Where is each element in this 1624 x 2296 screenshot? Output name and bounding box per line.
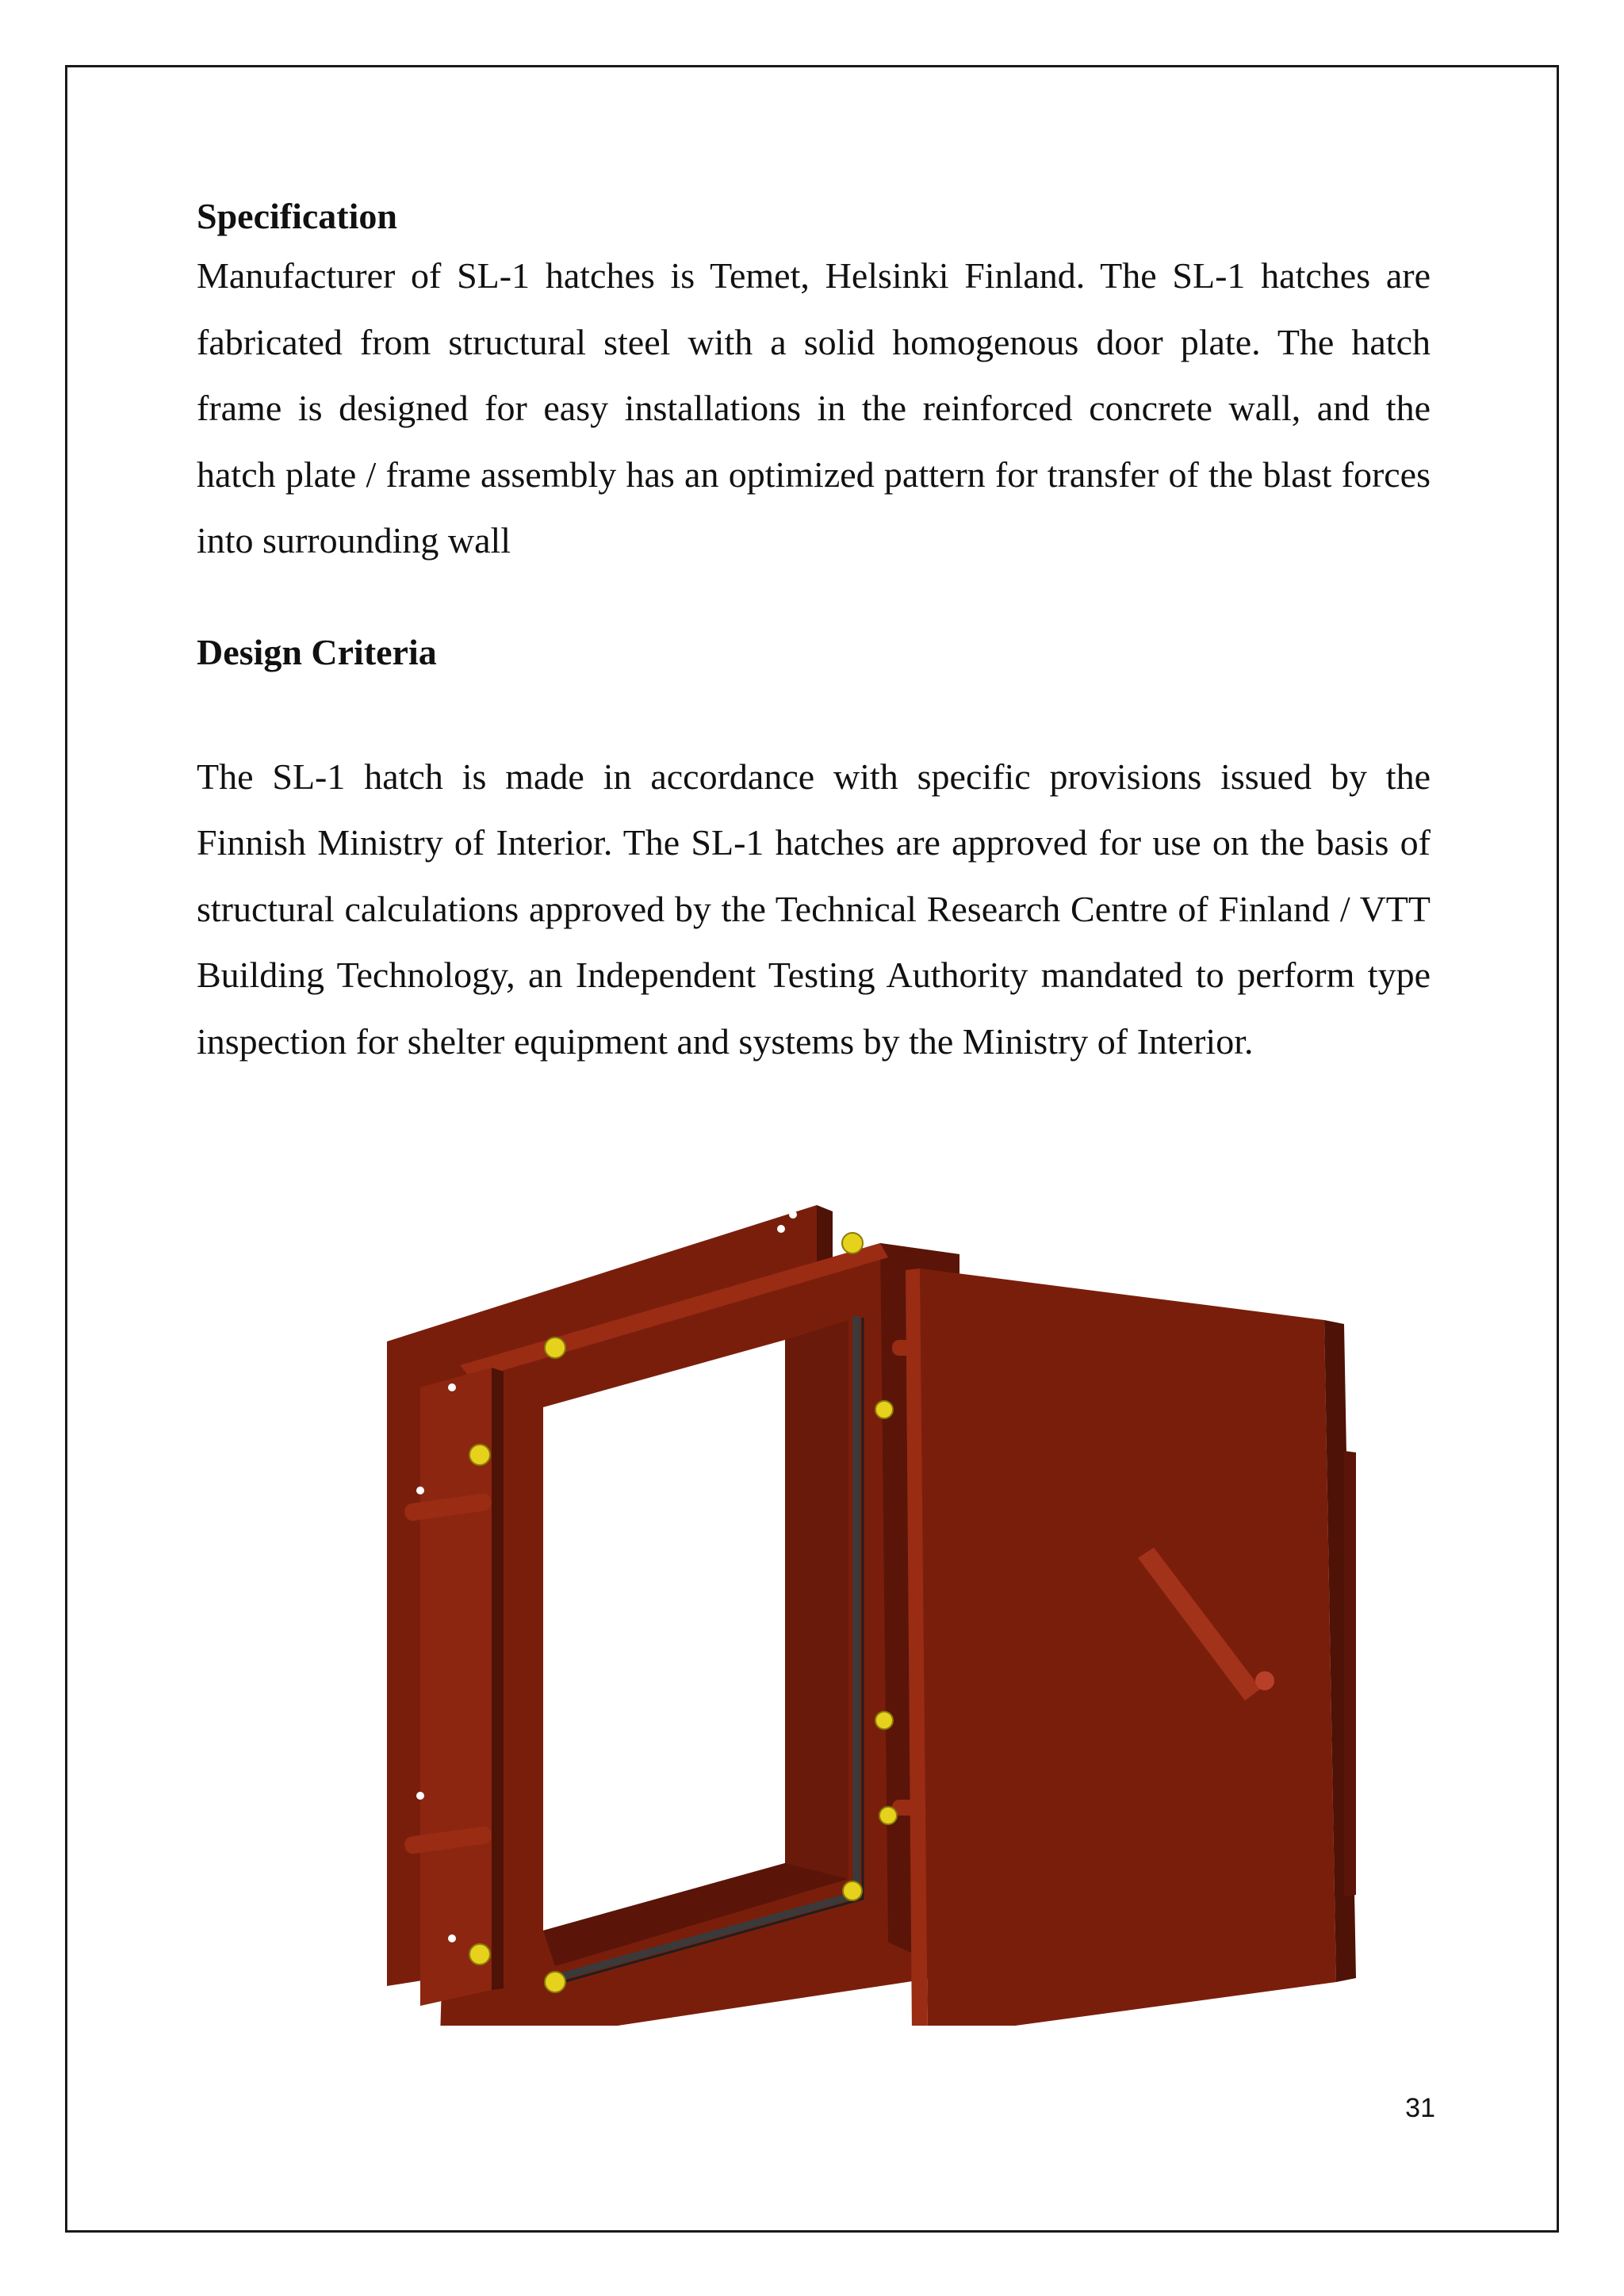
document-body	[197, 190, 1431, 1074]
hatch-opening	[543, 1340, 785, 1931]
section-heading-specification: Specification	[197, 196, 397, 236]
hatch-3d-drawing	[373, 1181, 1356, 2026]
section-paragraph-design-criteria: The SL-1 hatch is made in accordance with specific provisions issued by the Finnish Ministry of Interior. The SL-1 hatches are approved for use on the basis of structural calculations approved by the Technical Research Centre of Finland / VTT Building Technology, an Independent Testing Authority mandated to perform type inspection for shelter equipment and systems by the Ministry of Interior.	[197, 756, 1431, 1062]
section-paragraph-specification: Manufacturer of SL-1 hatches is Temet, Helsinki Finland. The SL-1 hatches are fabricated from structural steel with a solid homogenous door plate. The hatch frame is designed for easy installations in the reinforced concrete wall, and the hatch plate / frame assembly has an optimized pattern for transfer of the blast forces into surrounding wall	[197, 255, 1431, 561]
page-number: 31	[1405, 2093, 1435, 2123]
section-heading-design-criteria: Design Criteria	[197, 631, 437, 672]
hatch-door-leaf	[920, 1269, 1336, 2026]
hatch-illustration	[373, 1181, 1356, 2026]
